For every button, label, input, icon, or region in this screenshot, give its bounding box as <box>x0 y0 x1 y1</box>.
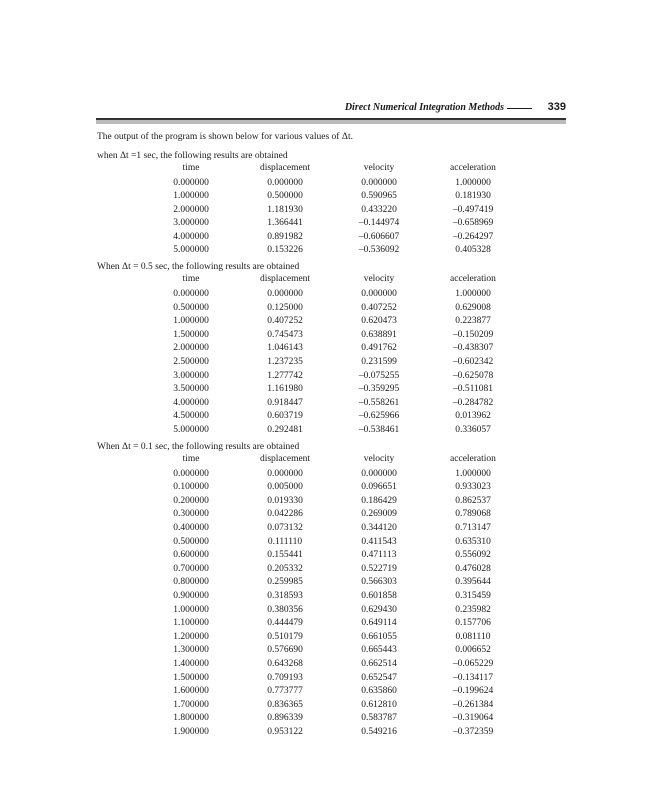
column-header: acceleration <box>450 453 496 464</box>
table-cell: 0.629008 <box>455 302 491 313</box>
intro-paragraph: The output of the program is shown below for various values of Δt. <box>97 132 353 142</box>
table-cell: 0.522719 <box>361 563 397 574</box>
table-row <box>97 356 567 370</box>
table-row <box>97 549 567 563</box>
table-cell: 0.900000 <box>173 590 209 601</box>
table-row <box>97 726 567 740</box>
results-section <box>97 150 567 259</box>
header-rule-shade <box>96 120 566 124</box>
table-cell: 0.073132 <box>267 522 303 533</box>
table-cell: 0.318593 <box>267 590 303 601</box>
table-cell: 5.000000 <box>173 425 209 435</box>
table-cell: 0.407252 <box>267 316 303 327</box>
chapter-title: Direct Numerical Integration Methods <box>344 102 504 113</box>
table-row <box>97 217 567 231</box>
table-row <box>97 410 567 424</box>
table-cell: 4.000000 <box>173 231 209 242</box>
table-cell: –0.150209 <box>452 329 494 340</box>
table-cell: 0.500000 <box>173 536 209 547</box>
table-cell: 1.366441 <box>267 218 303 229</box>
table-row <box>97 576 567 590</box>
table-cell: 0.407252 <box>361 302 397 313</box>
table-row <box>97 288 567 302</box>
table-cell: 0.600000 <box>173 550 209 561</box>
table-cell: 0.269009 <box>361 509 397 520</box>
table-cell: 0.125000 <box>267 302 303 313</box>
table-cell: 2.500000 <box>173 357 209 368</box>
table-row <box>97 468 567 482</box>
page-body <box>97 131 567 742</box>
table-row <box>97 424 567 438</box>
column-header: displacement <box>259 274 311 285</box>
table-cell: 0.638891 <box>361 329 397 340</box>
table-cell: –0.199624 <box>452 686 494 697</box>
column-header: acceleration <box>450 274 496 285</box>
table-cell: 0.042286 <box>267 509 303 520</box>
table-cell: 4.000000 <box>173 397 209 408</box>
column-header: velocity <box>363 453 395 464</box>
table-cell: 0.013962 <box>455 411 491 422</box>
table-cell: 0.235982 <box>455 604 491 615</box>
table-cell: 0.601858 <box>361 590 397 601</box>
table-cell: –0.134117 <box>452 672 494 683</box>
table-cell: 1.000000 <box>455 177 491 188</box>
table-cell: 0.300000 <box>173 509 209 520</box>
column-header: time <box>182 453 200 464</box>
section-caption: When Δt = 0.5 sec, the following results are obtained <box>97 262 300 273</box>
table-row <box>97 342 567 356</box>
table-cell: 0.649114 <box>361 618 397 629</box>
table-cell: –0.538461 <box>358 425 400 435</box>
table-cell: 0.411543 <box>361 536 397 547</box>
column-header: velocity <box>363 274 395 285</box>
table-cell: 0.000000 <box>361 468 397 479</box>
table-cell: 0.576690 <box>267 645 303 656</box>
table-cell: 1.600000 <box>173 686 209 697</box>
table-row <box>97 631 567 645</box>
results-section <box>97 441 567 740</box>
table-cell: 0.549216 <box>361 726 397 737</box>
table-cell: 0.471113 <box>361 550 397 561</box>
table-row <box>97 190 567 204</box>
table-cell: 0.661055 <box>361 631 397 642</box>
table-cell: –0.658969 <box>452 218 494 229</box>
table-cell: 5.000000 <box>173 245 209 256</box>
table-cell: 3.000000 <box>173 218 209 229</box>
table-cell: –0.372359 <box>452 726 494 737</box>
table-cell: 1.000000 <box>455 468 491 479</box>
table-cell: 1.800000 <box>173 713 209 724</box>
table-row <box>97 522 567 536</box>
table-cell: –0.558261 <box>358 397 400 408</box>
table-row <box>97 617 567 631</box>
table-cell: 0.344120 <box>361 522 397 533</box>
table-row <box>97 231 567 245</box>
table-cell: –0.497419 <box>452 204 494 215</box>
column-header: velocity <box>363 162 395 173</box>
table-cell: 0.643268 <box>267 658 303 669</box>
column-header: time <box>182 274 200 285</box>
table-cell: 0.205332 <box>267 563 303 574</box>
table-cell: –0.438307 <box>452 343 494 354</box>
table-cell: 3.500000 <box>173 384 209 395</box>
table-cell: 0.005000 <box>267 482 303 493</box>
table-cell: 0.491762 <box>361 343 397 354</box>
table-cell: 0.181930 <box>455 191 491 202</box>
table-cell: 0.862537 <box>455 495 491 506</box>
table-cell: 1.000000 <box>173 191 209 202</box>
table-cell: 0.000000 <box>267 177 303 188</box>
table-cell: 0.000000 <box>173 289 209 300</box>
table-cell: 0.000000 <box>361 289 397 300</box>
table-row <box>97 563 567 577</box>
table-cell: –0.284782 <box>452 397 494 408</box>
table-cell: –0.264297 <box>452 231 494 242</box>
table-cell: 0.405328 <box>455 245 491 256</box>
table-row <box>97 315 567 329</box>
table-cell: 0.000000 <box>173 177 209 188</box>
table-cell: 0.259985 <box>267 577 303 588</box>
table-cell: 1.200000 <box>173 631 209 642</box>
table-row <box>97 244 567 258</box>
table-cell: 0.603719 <box>267 411 303 422</box>
table-cell: 0.836365 <box>267 699 303 710</box>
table-cell: –0.144974 <box>358 218 400 229</box>
table-cell: 0.662514 <box>361 658 397 669</box>
table-row <box>97 699 567 713</box>
table-cell: 1.277742 <box>267 370 303 381</box>
table-cell: 0.953122 <box>267 726 303 737</box>
table-cell: 0.713147 <box>455 522 491 533</box>
table-row <box>97 712 567 726</box>
table-cell: 1.300000 <box>173 645 209 656</box>
table-cell: 0.155441 <box>267 550 303 561</box>
table-cell: 0.336057 <box>455 425 491 435</box>
table-cell: 0.556092 <box>455 550 491 561</box>
section-caption: when Δt =1 sec, the following results are obtained <box>97 150 288 161</box>
table-header <box>97 453 567 465</box>
table-cell: 0.019330 <box>267 495 303 506</box>
table-cell: 0.186429 <box>361 495 397 506</box>
table-cell: 0.081110 <box>455 631 491 642</box>
table-cell: 1.400000 <box>173 658 209 669</box>
table-cell: 0.380356 <box>267 604 303 615</box>
table-row <box>97 481 567 495</box>
table-cell: 0.745473 <box>267 329 303 340</box>
table-cell: –0.536092 <box>358 245 400 256</box>
table-row <box>97 685 567 699</box>
results-section <box>97 261 567 438</box>
table-row <box>97 508 567 522</box>
page-number: 339 <box>547 101 566 113</box>
table-header <box>97 162 567 174</box>
table-cell: 0.000000 <box>361 177 397 188</box>
table-cell: 1.700000 <box>173 699 209 710</box>
table-row <box>97 604 567 618</box>
table-cell: 0.918447 <box>267 397 303 408</box>
running-header <box>96 101 566 115</box>
table-cell: 0.566303 <box>361 577 397 588</box>
table-row <box>97 536 567 550</box>
table-row <box>97 302 567 316</box>
table-row <box>97 495 567 509</box>
table-cell: –0.261384 <box>452 699 494 710</box>
table-cell: 0.476028 <box>455 563 491 574</box>
table-row <box>97 329 567 343</box>
table-cell: 0.635310 <box>455 536 491 547</box>
table-cell: 1.237235 <box>267 357 303 368</box>
table-cell: 0.709193 <box>267 672 303 683</box>
table-row <box>97 383 567 397</box>
table-cell: 0.292481 <box>267 425 303 435</box>
table-cell: 0.665443 <box>361 645 397 656</box>
table-cell: 0.111110 <box>267 536 303 547</box>
table-cell: 0.800000 <box>173 577 209 588</box>
table-cell: 1.500000 <box>173 329 209 340</box>
table-row <box>97 590 567 604</box>
table-cell: 1.181930 <box>267 204 303 215</box>
table-cell: 1.000000 <box>455 289 491 300</box>
table-cell: –0.359295 <box>358 384 400 395</box>
table-cell: 1.000000 <box>173 316 209 327</box>
table-cell: 0.000000 <box>267 468 303 479</box>
table-cell: 0.620473 <box>361 316 397 327</box>
table-cell: 0.400000 <box>173 522 209 533</box>
table-cell: 1.100000 <box>173 618 209 629</box>
column-header: acceleration <box>450 162 496 173</box>
table-cell: 0.200000 <box>173 495 209 506</box>
table-cell: 0.500000 <box>173 302 209 313</box>
table-cell: –0.625966 <box>358 411 400 422</box>
table-cell: –0.075255 <box>358 370 400 381</box>
table-cell: 3.000000 <box>173 370 209 381</box>
table-cell: 0.006652 <box>455 645 491 656</box>
table-cell: 1.500000 <box>173 672 209 683</box>
table-row <box>97 370 567 384</box>
table-cell: –0.065229 <box>452 658 494 669</box>
table-cell: 0.590965 <box>361 191 397 202</box>
column-header: displacement <box>259 453 311 464</box>
table-row <box>97 672 567 686</box>
table-cell: 0.629430 <box>361 604 397 615</box>
table-cell: 4.500000 <box>173 411 209 422</box>
table-cell: 0.000000 <box>267 289 303 300</box>
table-cell: 0.933023 <box>455 482 491 493</box>
column-header: time <box>182 162 200 173</box>
table-row <box>97 397 567 411</box>
table-cell: 0.789068 <box>455 509 491 520</box>
table-cell: –0.511081 <box>452 384 494 395</box>
table-cell: 0.612810 <box>361 699 397 710</box>
table-cell: 0.896339 <box>267 713 303 724</box>
section-caption: When Δt = 0.1 sec, the following results are obtained <box>97 441 300 452</box>
table-cell: 0.433220 <box>361 204 397 215</box>
table-cell: 0.652547 <box>361 672 397 683</box>
table-cell: 0.773777 <box>267 686 303 697</box>
table-cell: 0.444479 <box>267 618 303 629</box>
table-cell: 0.153226 <box>267 245 303 256</box>
table-cell: 0.510179 <box>267 631 303 642</box>
table-cell: –0.606607 <box>358 231 400 242</box>
table-cell: 0.583787 <box>361 713 397 724</box>
table-cell: 0.000000 <box>173 468 209 479</box>
table-cell: 0.157706 <box>455 618 491 629</box>
table-cell: –0.602342 <box>452 357 494 368</box>
table-cell: –0.625078 <box>452 370 494 381</box>
column-header: displacement <box>259 162 311 173</box>
table-cell: 0.100000 <box>173 482 209 493</box>
table-cell: 1.000000 <box>173 604 209 615</box>
table-cell: 2.000000 <box>173 343 209 354</box>
table-row <box>97 644 567 658</box>
header-dash <box>507 108 532 109</box>
table-row <box>97 204 567 218</box>
table-cell: 0.315459 <box>455 590 491 601</box>
table-cell: 0.096651 <box>361 482 397 493</box>
table-cell: 0.395644 <box>455 577 491 588</box>
table-cell: 1.900000 <box>173 726 209 737</box>
table-row <box>97 658 567 672</box>
table-cell: 0.223877 <box>455 316 491 327</box>
table-cell: 0.231599 <box>361 357 397 368</box>
table-cell: 0.700000 <box>173 563 209 574</box>
table-cell: 0.500000 <box>267 191 303 202</box>
table-cell: –0.319064 <box>452 713 494 724</box>
table-cell: 2.000000 <box>173 204 209 215</box>
table-header <box>97 273 567 285</box>
table-row <box>97 177 567 191</box>
table-cell: 0.635860 <box>361 686 397 697</box>
table-cell: 1.161980 <box>267 384 303 395</box>
table-cell: 1.046143 <box>267 343 303 354</box>
table-cell: 0.891982 <box>267 231 303 242</box>
